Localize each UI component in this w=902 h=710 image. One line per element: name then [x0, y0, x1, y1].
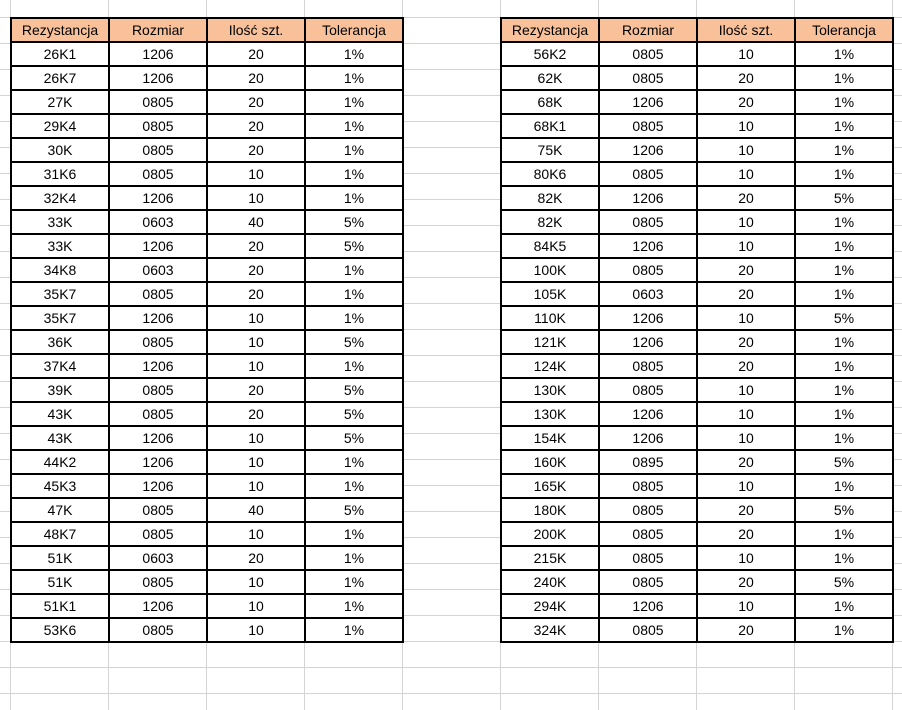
cell-resistance[interactable]: 121K: [501, 330, 599, 354]
table-row: [11, 234, 403, 258]
cell-tolerance[interactable]: 5%: [795, 306, 893, 330]
table-row: [501, 498, 893, 522]
cell-quantity[interactable]: 20: [697, 186, 795, 210]
cell-size[interactable]: 0603: [109, 210, 207, 234]
cell-tolerance[interactable]: 1%: [795, 210, 893, 234]
cell-quantity[interactable]: 20: [697, 450, 795, 474]
cell-resistance[interactable]: 124K: [501, 354, 599, 378]
cell-quantity[interactable]: 40: [207, 210, 305, 234]
cell-tolerance[interactable]: 5%: [795, 498, 893, 522]
cell-resistance[interactable]: 51K: [11, 546, 109, 570]
table-row: [501, 162, 893, 186]
cell-size[interactable]: 1206: [599, 90, 697, 114]
cell-size[interactable]: 0805: [599, 618, 697, 642]
table-row: [11, 90, 403, 114]
table-row: [11, 282, 403, 306]
cell-size[interactable]: 1206: [599, 426, 697, 450]
cell-resistance[interactable]: 110K: [501, 306, 599, 330]
table-row: [501, 354, 893, 378]
cell-tolerance[interactable]: 5%: [795, 450, 893, 474]
table-row: [11, 66, 403, 90]
cell-quantity[interactable]: 10: [697, 42, 795, 66]
cell-quantity[interactable]: 20: [207, 234, 305, 258]
cell-tolerance[interactable]: 1%: [795, 330, 893, 354]
cell-size[interactable]: 1206: [599, 234, 697, 258]
cell-size[interactable]: 0805: [599, 66, 697, 90]
cell-tolerance[interactable]: 1%: [305, 186, 403, 210]
cell-tolerance[interactable]: 1%: [795, 474, 893, 498]
cell-tolerance[interactable]: 1%: [795, 42, 893, 66]
cell-size[interactable]: 1206: [109, 474, 207, 498]
table-row: [11, 210, 403, 234]
cell-quantity[interactable]: 10: [697, 594, 795, 618]
cell-resistance[interactable]: 324K: [501, 618, 599, 642]
cell-tolerance[interactable]: 5%: [305, 234, 403, 258]
cell-size[interactable]: 0805: [109, 498, 207, 522]
cell-tolerance[interactable]: 5%: [305, 498, 403, 522]
cell-tolerance[interactable]: 1%: [795, 546, 893, 570]
cell-size[interactable]: 1206: [109, 594, 207, 618]
cell-resistance[interactable]: 62K: [501, 66, 599, 90]
cell-tolerance[interactable]: 1%: [795, 258, 893, 282]
cell-quantity[interactable]: 20: [207, 138, 305, 162]
cell-size[interactable]: 1206: [599, 138, 697, 162]
cell-quantity[interactable]: 20: [697, 354, 795, 378]
cell-tolerance[interactable]: 1%: [795, 402, 893, 426]
cell-resistance[interactable]: 165K: [501, 474, 599, 498]
table-row: [11, 354, 403, 378]
cell-size[interactable]: 1206: [109, 186, 207, 210]
resistor-table-right: [500, 17, 894, 643]
table-row: [11, 522, 403, 546]
cell-resistance[interactable]: 31K6: [11, 162, 109, 186]
table-row: [501, 66, 893, 90]
table-row: [11, 450, 403, 474]
cell-quantity[interactable]: 10: [207, 522, 305, 546]
table-row: [11, 138, 403, 162]
header-quantity[interactable]: Ilość szt.: [207, 18, 305, 42]
cell-tolerance[interactable]: 1%: [305, 618, 403, 642]
cell-quantity[interactable]: 20: [207, 90, 305, 114]
cell-resistance[interactable]: 44K2: [11, 450, 109, 474]
cell-resistance[interactable]: 43K: [11, 402, 109, 426]
cell-tolerance[interactable]: 1%: [305, 114, 403, 138]
cell-quantity[interactable]: 20: [697, 66, 795, 90]
cell-tolerance[interactable]: 1%: [795, 354, 893, 378]
table-row: [11, 546, 403, 570]
table-body-right: [501, 42, 893, 642]
cell-quantity[interactable]: 20: [207, 258, 305, 282]
cell-quantity[interactable]: 20: [207, 546, 305, 570]
table-row: [501, 234, 893, 258]
cell-resistance[interactable]: 80K6: [501, 162, 599, 186]
header-quantity[interactable]: Ilość szt.: [697, 18, 795, 42]
cell-quantity[interactable]: 10: [697, 378, 795, 402]
cell-size[interactable]: 0805: [599, 378, 697, 402]
table-row: [501, 450, 893, 474]
cell-quantity[interactable]: 10: [697, 210, 795, 234]
table-row: [501, 42, 893, 66]
cell-resistance[interactable]: 56K2: [501, 42, 599, 66]
table-row: [11, 162, 403, 186]
cell-size[interactable]: 1206: [109, 426, 207, 450]
cell-tolerance[interactable]: 1%: [305, 306, 403, 330]
table-row: [11, 114, 403, 138]
cell-tolerance[interactable]: 5%: [305, 378, 403, 402]
cell-size[interactable]: 0805: [599, 522, 697, 546]
cell-tolerance[interactable]: 1%: [795, 522, 893, 546]
cell-resistance[interactable]: 75K: [501, 138, 599, 162]
cell-tolerance[interactable]: 5%: [795, 186, 893, 210]
cell-tolerance[interactable]: 5%: [305, 210, 403, 234]
cell-resistance[interactable]: 154K: [501, 426, 599, 450]
table-row: [11, 306, 403, 330]
cell-resistance[interactable]: 240K: [501, 570, 599, 594]
cell-resistance[interactable]: 32K4: [11, 186, 109, 210]
cell-quantity[interactable]: 20: [697, 258, 795, 282]
table-row: [501, 210, 893, 234]
cell-size[interactable]: 1206: [599, 402, 697, 426]
cell-quantity[interactable]: 10: [207, 354, 305, 378]
cell-resistance[interactable]: 43K: [11, 426, 109, 450]
table-row: [501, 402, 893, 426]
cell-size[interactable]: 0805: [109, 402, 207, 426]
cell-quantity[interactable]: 10: [207, 186, 305, 210]
cell-size[interactable]: 1206: [599, 330, 697, 354]
cell-resistance[interactable]: 105K: [501, 282, 599, 306]
header-tolerance[interactable]: Tolerancja: [305, 18, 403, 42]
cell-quantity[interactable]: 20: [697, 522, 795, 546]
header-resistance[interactable]: Rezystancja: [501, 18, 599, 42]
cell-size[interactable]: 1206: [599, 306, 697, 330]
cell-tolerance[interactable]: 1%: [305, 42, 403, 66]
cell-resistance[interactable]: 84K5: [501, 234, 599, 258]
table-row: [501, 474, 893, 498]
cell-quantity[interactable]: 10: [697, 426, 795, 450]
cell-quantity[interactable]: 10: [697, 402, 795, 426]
table-row: [501, 618, 893, 642]
cell-resistance[interactable]: 82K: [501, 186, 599, 210]
cell-size[interactable]: 1206: [599, 186, 697, 210]
table-body-left: [11, 42, 403, 642]
cell-quantity[interactable]: 10: [207, 330, 305, 354]
cell-size[interactable]: 0805: [599, 546, 697, 570]
cell-quantity[interactable]: 10: [207, 474, 305, 498]
table-row: [501, 138, 893, 162]
cell-tolerance[interactable]: 5%: [305, 330, 403, 354]
cell-size[interactable]: 0805: [599, 258, 697, 282]
cell-resistance[interactable]: 100K: [501, 258, 599, 282]
cell-quantity[interactable]: 10: [207, 570, 305, 594]
table-row: [11, 378, 403, 402]
cell-resistance[interactable]: 51K1: [11, 594, 109, 618]
cell-size[interactable]: 1206: [109, 42, 207, 66]
cell-size[interactable]: 0805: [599, 474, 697, 498]
cell-quantity[interactable]: 20: [207, 282, 305, 306]
table-row: [501, 306, 893, 330]
cell-tolerance[interactable]: 1%: [305, 66, 403, 90]
header-size[interactable]: Rozmiar: [599, 18, 697, 42]
header-row: [11, 18, 403, 42]
cell-resistance[interactable]: 130K: [501, 402, 599, 426]
table-row: [501, 330, 893, 354]
cell-size[interactable]: 1206: [109, 66, 207, 90]
cell-quantity[interactable]: 20: [697, 618, 795, 642]
cell-tolerance[interactable]: 1%: [795, 90, 893, 114]
cell-quantity[interactable]: 10: [697, 138, 795, 162]
cell-tolerance[interactable]: 1%: [305, 522, 403, 546]
cell-resistance[interactable]: 53K6: [11, 618, 109, 642]
table-row: [501, 546, 893, 570]
cell-resistance[interactable]: 29K4: [11, 114, 109, 138]
table-row: [501, 522, 893, 546]
cell-size[interactable]: 0603: [109, 546, 207, 570]
resistor-table-left: [10, 17, 404, 643]
table-row: [501, 594, 893, 618]
cell-quantity[interactable]: 10: [207, 426, 305, 450]
cell-tolerance[interactable]: 1%: [305, 354, 403, 378]
cell-tolerance[interactable]: 1%: [305, 594, 403, 618]
cell-tolerance[interactable]: 1%: [305, 258, 403, 282]
cell-quantity[interactable]: 10: [207, 450, 305, 474]
cell-size[interactable]: 0805: [599, 162, 697, 186]
cell-tolerance[interactable]: 1%: [305, 138, 403, 162]
cell-quantity[interactable]: 10: [697, 162, 795, 186]
cell-resistance[interactable]: 200K: [501, 522, 599, 546]
cell-tolerance[interactable]: 1%: [795, 234, 893, 258]
table-row: [11, 474, 403, 498]
table-row: [11, 594, 403, 618]
cell-resistance[interactable]: 36K: [11, 330, 109, 354]
cell-quantity[interactable]: 20: [697, 282, 795, 306]
cell-size[interactable]: 0805: [599, 354, 697, 378]
cell-quantity[interactable]: 20: [697, 570, 795, 594]
cell-tolerance[interactable]: 1%: [795, 378, 893, 402]
cell-size[interactable]: 0603: [599, 282, 697, 306]
table-row: [501, 426, 893, 450]
table-row: [11, 258, 403, 282]
cell-quantity[interactable]: 10: [697, 114, 795, 138]
cell-size[interactable]: 0805: [599, 114, 697, 138]
cell-quantity[interactable]: 20: [697, 498, 795, 522]
cell-size[interactable]: 0805: [599, 570, 697, 594]
cell-quantity[interactable]: 20: [207, 114, 305, 138]
table-row: [11, 426, 403, 450]
cell-size[interactable]: 0805: [109, 114, 207, 138]
cell-size[interactable]: 0805: [109, 90, 207, 114]
header-size[interactable]: Rozmiar: [109, 18, 207, 42]
cell-quantity[interactable]: 10: [207, 306, 305, 330]
cell-quantity[interactable]: 10: [207, 594, 305, 618]
cell-size[interactable]: 0805: [109, 570, 207, 594]
cell-resistance[interactable]: 30K: [11, 138, 109, 162]
cell-resistance[interactable]: 37K4: [11, 354, 109, 378]
table-row: [11, 186, 403, 210]
cell-resistance[interactable]: 34K8: [11, 258, 109, 282]
cell-resistance[interactable]: 68K: [501, 90, 599, 114]
cell-tolerance[interactable]: 5%: [795, 570, 893, 594]
cell-tolerance[interactable]: 1%: [305, 450, 403, 474]
cell-resistance[interactable]: 39K: [11, 378, 109, 402]
cell-tolerance[interactable]: 1%: [795, 282, 893, 306]
cell-size[interactable]: 0805: [599, 498, 697, 522]
cell-size[interactable]: 0805: [109, 330, 207, 354]
cell-quantity[interactable]: 10: [207, 162, 305, 186]
cell-size[interactable]: 1206: [109, 306, 207, 330]
cell-resistance[interactable]: 48K7: [11, 522, 109, 546]
header-tolerance[interactable]: Tolerancja: [795, 18, 893, 42]
cell-tolerance[interactable]: 1%: [795, 114, 893, 138]
cell-tolerance[interactable]: 1%: [305, 282, 403, 306]
cell-size[interactable]: 0805: [109, 162, 207, 186]
cell-tolerance[interactable]: 5%: [305, 402, 403, 426]
cell-size[interactable]: 0805: [599, 210, 697, 234]
cell-quantity[interactable]: 20: [697, 330, 795, 354]
cell-tolerance[interactable]: 1%: [305, 90, 403, 114]
cell-size[interactable]: 0805: [109, 138, 207, 162]
cell-size[interactable]: 1206: [109, 450, 207, 474]
cell-quantity[interactable]: 20: [207, 378, 305, 402]
table-row: [501, 570, 893, 594]
cell-quantity[interactable]: 10: [697, 474, 795, 498]
cell-tolerance[interactable]: 1%: [305, 474, 403, 498]
cell-tolerance[interactable]: 1%: [795, 426, 893, 450]
cell-tolerance[interactable]: 1%: [795, 66, 893, 90]
cell-tolerance[interactable]: 1%: [795, 618, 893, 642]
table-row: [501, 258, 893, 282]
cell-size[interactable]: 0805: [109, 378, 207, 402]
cell-resistance[interactable]: 26K1: [11, 42, 109, 66]
cell-tolerance[interactable]: 1%: [795, 138, 893, 162]
cell-resistance[interactable]: 51K: [11, 570, 109, 594]
cell-quantity[interactable]: 10: [697, 234, 795, 258]
cell-resistance[interactable]: 35K7: [11, 306, 109, 330]
cell-size[interactable]: 0805: [109, 522, 207, 546]
table-row: [11, 402, 403, 426]
cell-resistance[interactable]: 180K: [501, 498, 599, 522]
cell-tolerance[interactable]: 1%: [795, 162, 893, 186]
cell-quantity[interactable]: 40: [207, 498, 305, 522]
cell-resistance[interactable]: 215K: [501, 546, 599, 570]
table-row: [11, 498, 403, 522]
cell-tolerance[interactable]: 1%: [795, 594, 893, 618]
table-row: [11, 330, 403, 354]
cell-resistance[interactable]: 160K: [501, 450, 599, 474]
header-row: [501, 18, 893, 42]
cell-resistance[interactable]: 82K: [501, 210, 599, 234]
cell-size[interactable]: 1206: [599, 594, 697, 618]
cell-size[interactable]: 0805: [109, 618, 207, 642]
cell-quantity[interactable]: 10: [697, 546, 795, 570]
table-row: [501, 282, 893, 306]
cell-size[interactable]: 1206: [109, 354, 207, 378]
table-row: [501, 90, 893, 114]
cell-resistance[interactable]: 33K: [11, 210, 109, 234]
table-row: [501, 114, 893, 138]
header-resistance[interactable]: Rezystancja: [11, 18, 109, 42]
cell-resistance[interactable]: 26K7: [11, 66, 109, 90]
cell-size[interactable]: 0895: [599, 450, 697, 474]
cell-tolerance[interactable]: 1%: [305, 546, 403, 570]
cell-quantity[interactable]: 20: [207, 402, 305, 426]
cell-resistance[interactable]: 130K: [501, 378, 599, 402]
table-row: [11, 570, 403, 594]
cell-quantity[interactable]: 10: [207, 618, 305, 642]
cell-resistance[interactable]: 294K: [501, 594, 599, 618]
cell-size[interactable]: 0805: [109, 282, 207, 306]
cell-quantity[interactable]: 20: [207, 42, 305, 66]
table-row: [501, 186, 893, 210]
cell-resistance[interactable]: 68K1: [501, 114, 599, 138]
cell-tolerance[interactable]: 5%: [305, 426, 403, 450]
cell-resistance[interactable]: 45K3: [11, 474, 109, 498]
cell-resistance[interactable]: 35K7: [11, 282, 109, 306]
table-row: [11, 618, 403, 642]
cell-quantity[interactable]: 10: [697, 306, 795, 330]
table-row: [501, 378, 893, 402]
table-row: [11, 42, 403, 66]
cell-tolerance[interactable]: 1%: [305, 570, 403, 594]
cell-size[interactable]: 1206: [109, 234, 207, 258]
cell-resistance[interactable]: 47K: [11, 498, 109, 522]
cell-quantity[interactable]: 20: [207, 66, 305, 90]
cell-size[interactable]: 0805: [599, 42, 697, 66]
cell-quantity[interactable]: 20: [697, 90, 795, 114]
cell-resistance[interactable]: 27K: [11, 90, 109, 114]
cell-resistance[interactable]: 33K: [11, 234, 109, 258]
cell-tolerance[interactable]: 1%: [305, 162, 403, 186]
cell-size[interactable]: 0603: [109, 258, 207, 282]
